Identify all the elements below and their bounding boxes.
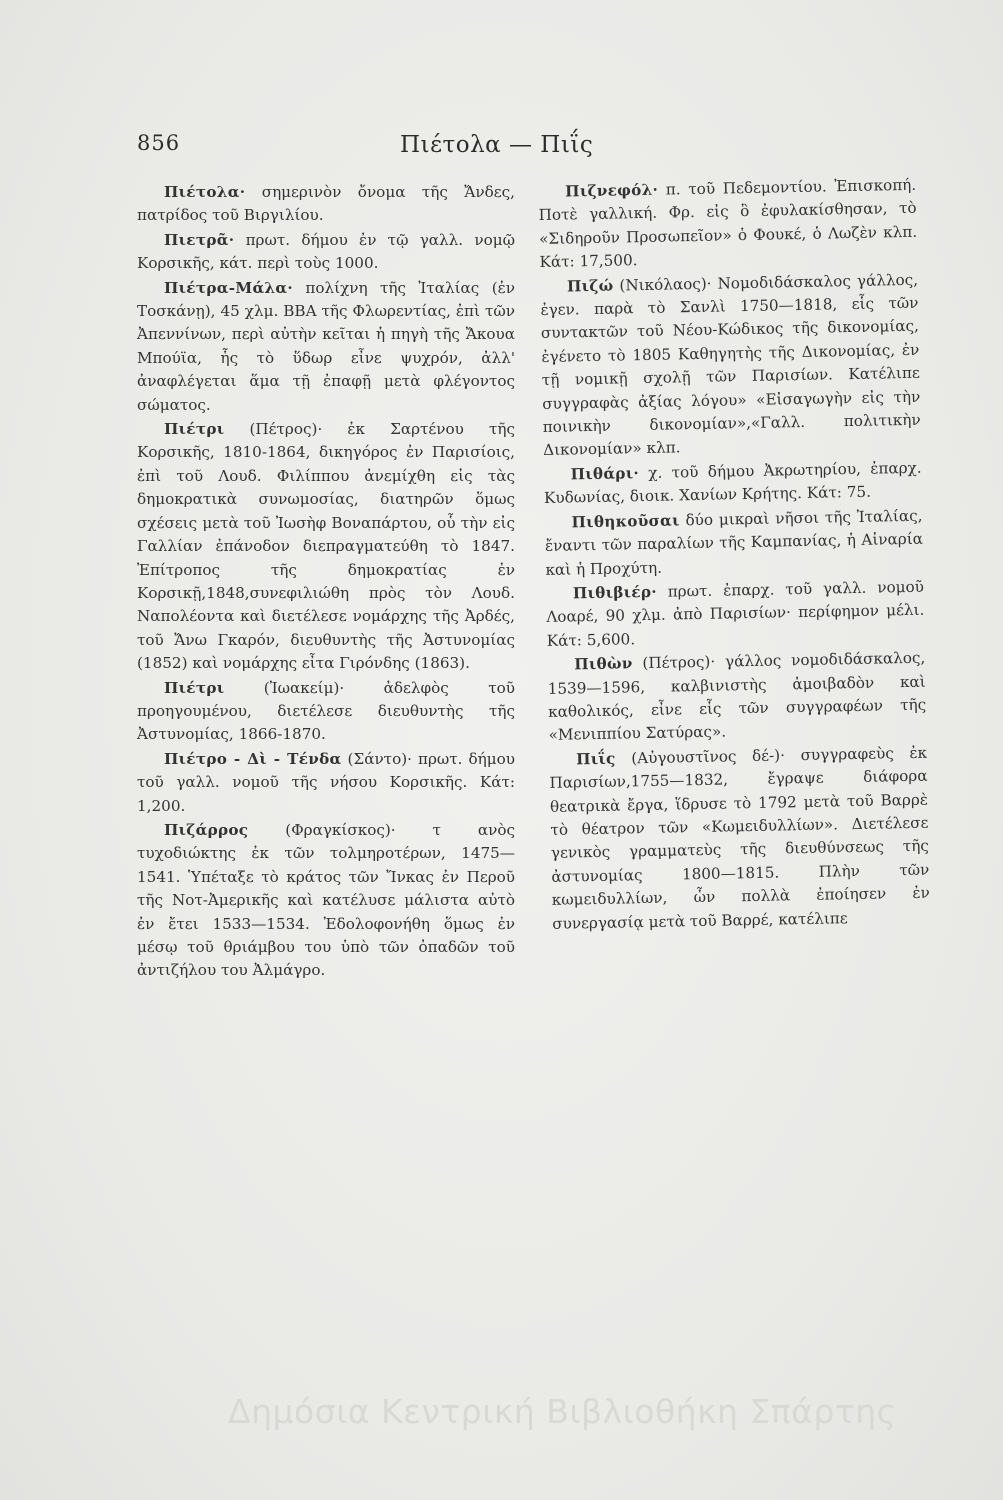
left-column: [137, 181, 515, 983]
entry-headword: Πιέτρι: [164, 678, 225, 697]
dictionary-entry: [137, 277, 515, 417]
entry-headword: Πιθηκοῦσαι: [571, 511, 680, 532]
dictionary-entry: [137, 181, 515, 228]
entry-text: πρωτ. δήμου ἐν τῷ γαλλ. νομῷ Κορσικῆς, κάτ. περὶ τοὺς 1000.: [137, 230, 515, 273]
dictionary-entry: [137, 819, 515, 983]
entry-headword: Πιζνεφόλ·: [565, 180, 659, 201]
entry-text: δύο μικραὶ νῆσοι τῆς Ἰταλίας, ἔναντι τῶν παραλίων τῆς Καμπανίας, ἡ Αἰναρία καὶ ἡ Προχύτη.: [544, 506, 924, 579]
dictionary-entry: [538, 174, 918, 275]
dictionary-entry: [137, 418, 515, 675]
dictionary-entry: [544, 504, 923, 581]
entry-text: χ. τοῦ δήμου Ἀκρωτηρίου, ἐπαρχ. Κυδωνίας, διοικ. Χανίων Κρήτης. Κάτ: 75.: [543, 458, 922, 508]
page-number: 856: [137, 131, 181, 155]
dictionary-entry: [546, 576, 925, 653]
dictionary-entry: [549, 741, 931, 935]
entry-headword: Πιέτολα·: [164, 183, 246, 201]
entry-text: (Πέτρος)· γάλλος νομοδιδάσκαλος, 1539—1596, καλβινιστὴς ἀμοιβαδὸν καὶ καθολικός, εἶνε εἷς τῶν συγγραφέων τῆς «Μενιππίου Σατύρας».: [547, 648, 927, 745]
entry-text: (Αὐγουστῖνος δέ-)· συγγραφεὺς ἐκ Παρισίων,1755—1832, ἔγραψε διάφορα θεατρικὰ ἔργα, ἵδρυσε τὸ 1792 μετὰ τοῦ Βαρρὲ τὸ θέατρον τῶν «Κωμειδυλλίων». Διετέλεσε γενικὸς γραμματεὺς τῆς διευθύνσεως τῆς ἀστυνομίας 1800—1815. Πλὴν τῶν κωμειδυλλίων, ὧν πολλὰ ἐποίησεν ἐν συνεργασίᾳ μετὰ τοῦ Βαρρέ, κατέλιπε: [549, 743, 930, 933]
entry-text: (Φραγκίσκος)· τ ανὸς τυχοδιώκτης ἐκ τῶν τολμηροτέρων, 1475—1541. Ὑπέταξε τὸ κράτος τῶν Ἴνκας ἐν Περοῦ τῆς Νοτ-Ἀμερικῆς καὶ κατέλυσε μάλιστα αὐτὸ ἐν ἔτει 1533—1534. Ἐδολοφονήθη ὅμως ἐν μέσῳ τοῦ θριάμβου του ὑπὸ τῶν ὀπαδῶν τοῦ ἀντιζήλου του Ἀλμάγρο.: [137, 820, 515, 980]
entry-headword: Πιέτρα-Μάλα·: [164, 278, 293, 297]
entry-text: σημερινὸν ὄνομα τῆς Ἄνδες, πατρίδος τοῦ Βιργιλίου.: [137, 183, 515, 225]
entry-headword: Πιθιβιέρ·: [572, 582, 658, 603]
entry-text: (Ἰωακείμ)· ἀδελφὸς τοῦ προηγουμένου, διετέλεσε διευθυντὴς τῆς Ἀστυνομίας, 1866-1870.: [137, 678, 515, 744]
entry-headword: Πιέτρι: [164, 420, 225, 439]
dictionary-entry: [137, 229, 515, 276]
entry-text: π. τοῦ Πεδεμοντίου. Ἐπισκοπή. Ποτὲ γαλλική. Φρ. εἰς ὃ ἐφυλακίσθησαν, τὸ «Σιδηροῦν Προσωπεῖον» ὁ Φουκέ, ὁ Λωζὲν κλπ. Κάτ: 17,500.: [538, 175, 918, 272]
entry-text: πολίχνη τῆς Ἰταλίας (ἐν Τοσκάνῃ), 45 χλμ. ΒΒΑ τῆς Φλωρεντίας, ἐπὶ τῶν Ἀπεννίνων, περὶ αὐτὴν κεῖται ἡ πηγὴ τῆς Ἄκουα Μπούϊα, ἧς τὸ ὕδωρ εἶνε ψυχρόν, ἀλλ' ἀναφλέγεται ἅμα τῇ ἐπαφῇ μετὰ φλέγοντος σώματος.: [137, 278, 515, 414]
dictionary-entry: [547, 647, 927, 748]
dictionary-entry: [543, 457, 922, 511]
entry-headword: Πιζώ: [566, 276, 614, 296]
dictionary-entry: [540, 268, 922, 462]
library-watermark: Δημόσια Κεντρική Βιβλιοθήκη Σπάρτης: [228, 1392, 897, 1431]
entry-text: (Σάντο)· πρωτ. δήμου τοῦ γαλλ. νομοῦ τῆς νήσου Κορσικῆς. Κάτ: 1,200.: [137, 749, 515, 815]
entry-text: (Πέτρος)· ἐκ Σαρτένου τῆς Κορσικῆς, 1810-1864, δικηγόρος ἐν Παρισίοις, ἐπὶ τοῦ Λουδ. Φιλίππου ἀνεμίχθη εἰς τὰς δημοκρατικὰ συνωμοσίας, διατηρῶν ὅμως σχέσεις μετὰ τοῦ Ἰωσὴφ Βοναπάρτου, οὗ τὴν εἰς Γαλλίαν ἐπάνοδον διεπραγματεύθη τὸ 1847. Ἐπίτροπος τῆς δημοκρατίας ἐν Κορσικῇ,1848,συνεφιλιώθη πρὸς τὸν Λουδ. Ναπολέοντα καὶ διετέλεσε νομάρχης τῆς Ἀρδές, τοῦ Ἄνω Γκαρόν, διευθυντὴς τῆς Ἀστυνομίας (1852) καὶ νομάρχης εἶτα Γιρόνδης (1863).: [137, 420, 515, 673]
entry-headword: Πιΐς: [575, 749, 616, 769]
entry-headword: Πιέτρο - Δὶ - Τένδα: [164, 749, 342, 768]
dictionary-entry: [137, 677, 515, 747]
right-column: [538, 174, 930, 936]
entry-headword: Πιθάρι·: [570, 463, 640, 484]
entry-headword: Πιζάρρος: [164, 820, 249, 839]
running-head: Πιέτολα — Πιΐς: [400, 132, 594, 158]
entry-text: (Νικόλαος)· Νομοδιδάσκαλος γάλλος, ἐγεν. παρὰ τὸ Σανλὶ 1750—1818, εἷς τῶν συντακτῶν τοῦ Νέου-Κώδικος τῆς δικονομίας, ἐγένετο τὸ 1805 Καθηγητὴς τῆς Δικονομίας, ἐν τῇ νομικῇ σχολῇ τῶν Παρισίων. Κατέλιπε συγγραφὰς ἀξίας λόγου» «Εἰσαγωγὴν εἰς τὴν ποινικὴν δικονομίαν»,«Γαλλ. πολιτικὴν Δικονομίαν» κλπ.: [540, 270, 921, 460]
dictionary-entry: [137, 748, 515, 818]
entry-text: πρωτ. ἐπαρχ. τοῦ γαλλ. νομοῦ Λοαρέ, 90 χλμ. ἀπὸ Παρισίων· περίφημον μέλι. Κάτ: 5,600.: [546, 577, 925, 650]
entry-headword: Πιετρᾶ·: [164, 230, 235, 249]
entry-headword: Πιθὼν: [574, 654, 633, 674]
